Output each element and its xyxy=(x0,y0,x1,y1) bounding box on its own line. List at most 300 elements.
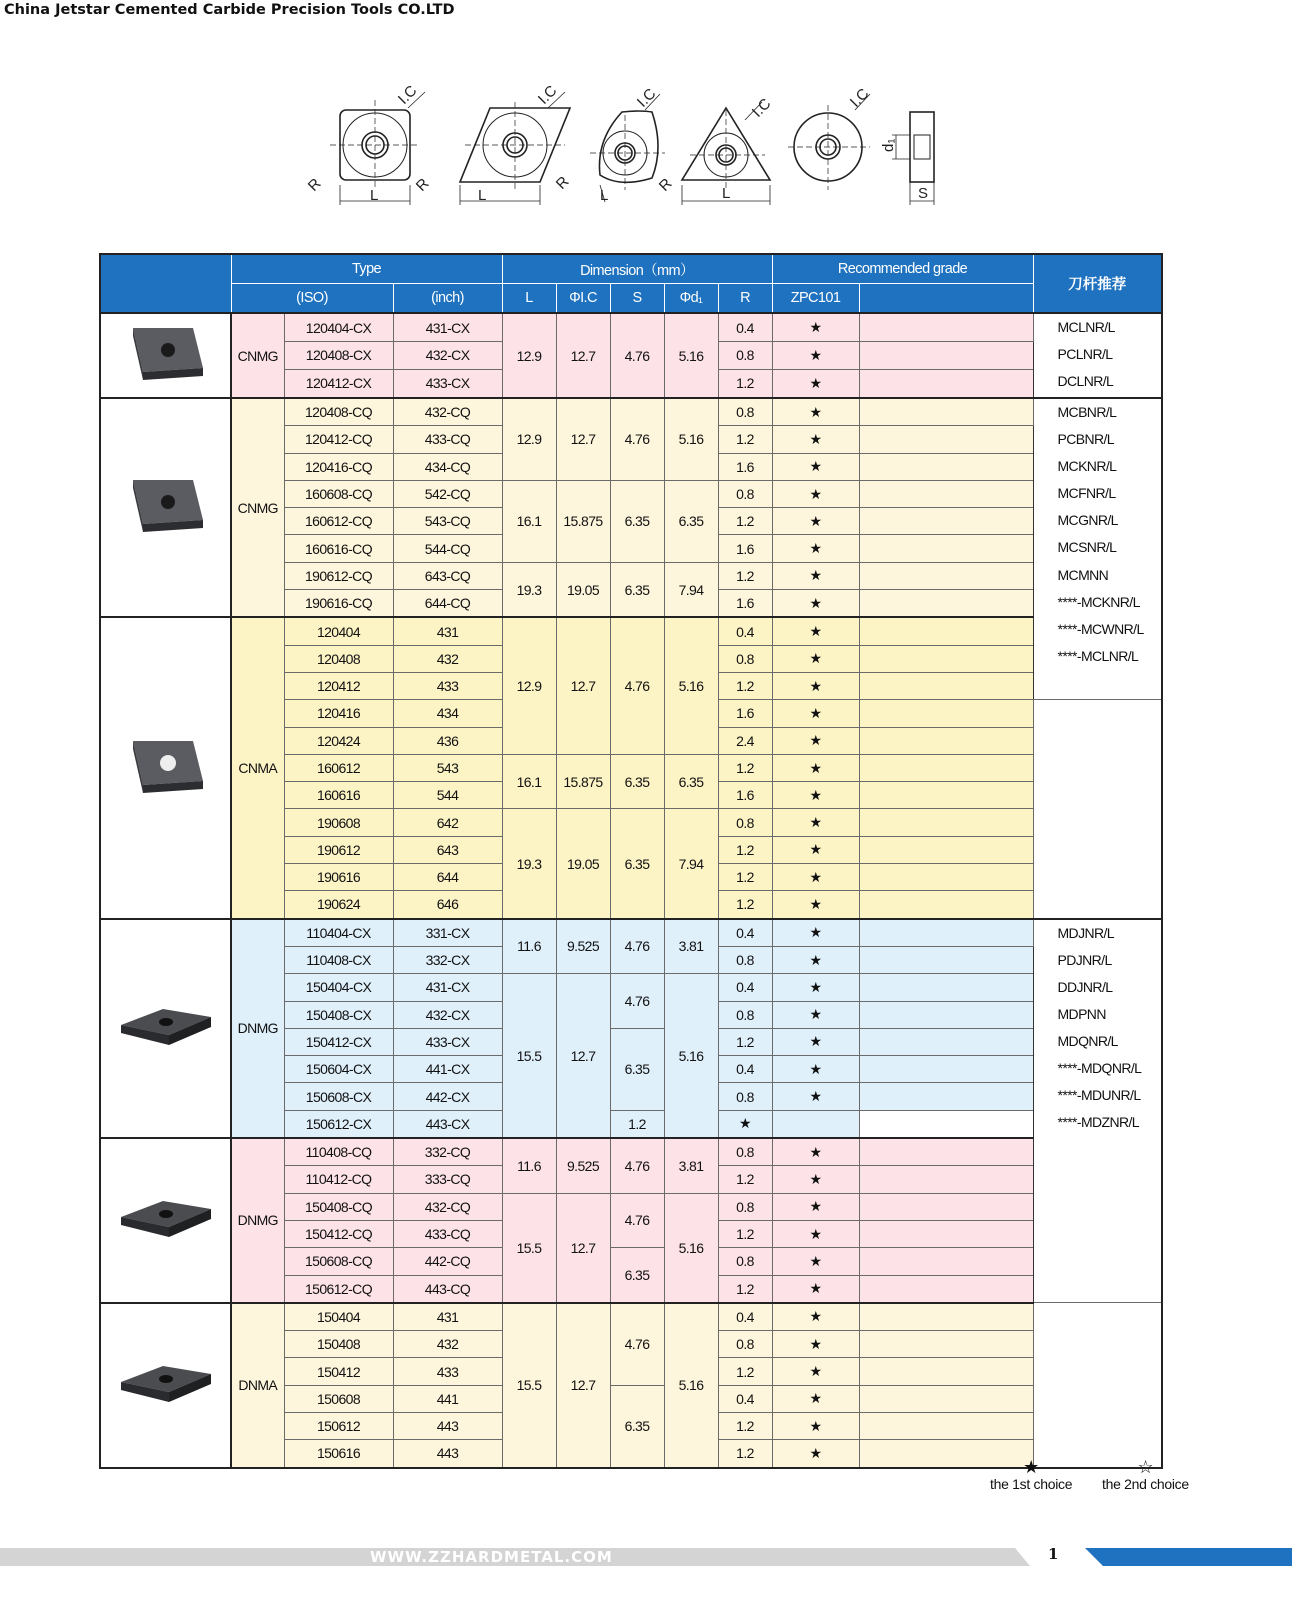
iso-code: 190608 xyxy=(284,809,393,836)
inch-code: 443 xyxy=(393,1440,502,1468)
iso-code: 120412-CQ xyxy=(284,426,393,453)
holder-item: ****-MCKNR/L xyxy=(1057,593,1140,610)
first-choice-star-icon: ★ xyxy=(772,453,859,480)
holder-list-cell xyxy=(1033,313,1162,398)
inch-code: 441-CX xyxy=(393,1056,502,1083)
grade-blank xyxy=(859,974,1033,1001)
dim-ic: 12.7 xyxy=(556,313,610,398)
first-choice-star-icon: ★ xyxy=(772,1412,859,1439)
first-choice-star-icon: ★ xyxy=(772,1275,859,1303)
dim-r: 0.4 xyxy=(718,919,772,947)
first-choice-star-icon: ★ xyxy=(772,782,859,809)
iso-code: 120412-CX xyxy=(284,369,393,398)
inch-code: 434 xyxy=(393,700,502,727)
first-choice-star-icon: ★ xyxy=(772,1056,859,1083)
first-choice-star-icon: ★ xyxy=(772,919,859,947)
first-choice-star-icon: ★ xyxy=(772,617,859,645)
iso-code: 120424 xyxy=(284,727,393,754)
dim-ic: 12.7 xyxy=(556,1303,610,1468)
iso-code: 150404-CX xyxy=(284,974,393,1001)
holder-item: MCMNN xyxy=(1057,566,1109,583)
iso-code: 120408-CX xyxy=(284,342,393,370)
dim-r: 1.2 xyxy=(718,1028,772,1055)
insert-image-cell xyxy=(100,398,231,617)
first-choice-star-icon: ★ xyxy=(772,313,859,342)
inch-code: 442-CX xyxy=(393,1083,502,1110)
iso-code: 110404-CX xyxy=(284,919,393,947)
inch-code: 431-CX xyxy=(393,313,502,342)
inch-code: 333-CQ xyxy=(393,1166,502,1193)
dim-r: 0.4 xyxy=(718,1056,772,1083)
dim-l: 15.5 xyxy=(502,974,556,1138)
grade-blank xyxy=(859,398,1033,426)
holder-item: DDJNR/L xyxy=(1057,978,1113,995)
grade-blank xyxy=(859,672,1033,699)
iso-code: 150616 xyxy=(284,1440,393,1468)
grade-blank xyxy=(859,1138,1033,1166)
iso-code: 120416-CQ xyxy=(284,453,393,480)
iso-code: 150612-CX xyxy=(284,1110,393,1138)
dim-r: 0.8 xyxy=(718,1193,772,1220)
inch-code: 432 xyxy=(393,645,502,672)
dim-r: 0.4 xyxy=(718,974,772,1001)
grade-blank xyxy=(859,342,1033,370)
dim-r: 1.2 xyxy=(718,836,772,863)
grade-blank xyxy=(859,1412,1033,1439)
inch-code: 331-CX xyxy=(393,919,502,947)
inch-code: 432-CQ xyxy=(393,1193,502,1220)
outline-star-icon: ☆ xyxy=(1137,1457,1154,1477)
holder-item: MCGNR/L xyxy=(1057,512,1118,529)
first-choice-star-icon: ★ xyxy=(772,535,859,562)
first-choice-star-icon: ★ xyxy=(772,809,859,836)
grade-blank xyxy=(859,1193,1033,1220)
dim-s: 4.76 xyxy=(610,398,664,480)
inch-code: 441 xyxy=(393,1385,502,1412)
inch-code: 332-CQ xyxy=(393,1138,502,1166)
dim-r: 0.4 xyxy=(718,313,772,342)
dim-r: 1.2 xyxy=(718,1275,772,1303)
iso-code: 150408-CX xyxy=(284,1001,393,1028)
iso-code: 150412-CQ xyxy=(284,1220,393,1247)
grade-blank xyxy=(859,1083,1033,1110)
header-s: S xyxy=(610,284,664,314)
dim-r: 0.8 xyxy=(718,809,772,836)
dim-r: 0.4 xyxy=(718,1385,772,1412)
grade-blank xyxy=(859,453,1033,480)
dim-r: 2.4 xyxy=(718,727,772,754)
first-choice-star-icon: ★ xyxy=(772,974,859,1001)
first-choice-star-icon: ★ xyxy=(772,1248,859,1275)
inch-code: 544-CQ xyxy=(393,535,502,562)
first-choice-star-icon: ★ xyxy=(772,891,859,919)
header-zpc101: ZPC101 xyxy=(772,284,859,314)
inch-code: 544 xyxy=(393,782,502,809)
iso-code: 150608 xyxy=(284,1385,393,1412)
dim-l: 11.6 xyxy=(502,919,556,974)
dim-r: 1.2 xyxy=(718,754,772,781)
iso-code: 150408 xyxy=(284,1331,393,1358)
grade-blank xyxy=(859,535,1033,562)
dim-s: 6.35 xyxy=(610,1028,664,1110)
dim-d1: 5.16 xyxy=(664,1193,718,1303)
inch-code: 432 xyxy=(393,1331,502,1358)
grade-blank xyxy=(859,1220,1033,1247)
iso-code: 150612 xyxy=(284,1412,393,1439)
iso-code: 160612-CQ xyxy=(284,508,393,535)
cnmg-insert-image xyxy=(111,314,221,394)
first-choice-star-icon: ★ xyxy=(772,836,859,863)
ic-label: I.C xyxy=(748,95,775,121)
dim-r: 1.2 xyxy=(718,508,772,535)
dim-ic: 15.875 xyxy=(556,480,610,562)
inch-code: 643 xyxy=(393,836,502,863)
iso-code: 120412 xyxy=(284,672,393,699)
page-number: 1 xyxy=(1048,1545,1059,1563)
dim-s: 4.76 xyxy=(610,974,664,1029)
first-choice-star-icon: ★ xyxy=(772,342,859,370)
dim-ic: 15.875 xyxy=(556,754,610,809)
first-choice-star-icon: ★ xyxy=(772,1001,859,1028)
inch-code: 443-CX xyxy=(393,1110,502,1138)
dim-l: 19.3 xyxy=(502,809,556,919)
insert-type: CNMG xyxy=(231,313,284,398)
header-holder: 刀杆推荐 xyxy=(1033,254,1162,313)
ic-label: I.C xyxy=(846,85,873,111)
first-choice-star-icon: ★ xyxy=(772,1303,859,1331)
dim-s: 4.76 xyxy=(610,617,664,754)
dim-r: 1.2 xyxy=(718,672,772,699)
iso-code: 160608-CQ xyxy=(284,480,393,507)
iso-code: 150604-CX xyxy=(284,1056,393,1083)
first-choice-star-icon: ★ xyxy=(772,1440,859,1468)
r-label: R xyxy=(552,173,573,193)
holder-item: MDJNR/L xyxy=(1057,924,1114,941)
dim-r: 0.8 xyxy=(718,342,772,370)
footer-accent-bar xyxy=(1085,1548,1292,1566)
holder-item: PCLNR/L xyxy=(1057,346,1113,363)
grade-blank xyxy=(859,1056,1033,1083)
inch-code: 432-CX xyxy=(393,1001,502,1028)
dim-d1: 7.94 xyxy=(664,562,718,617)
d1-label: d₁ xyxy=(880,138,897,152)
holder-item: MCFNR/L xyxy=(1057,485,1116,502)
dim-r: 1.2 xyxy=(718,1166,772,1193)
dim-l: 16.1 xyxy=(502,754,556,809)
holder-item: MCLNR/L xyxy=(1057,319,1115,335)
insert-image-cell xyxy=(100,1138,231,1303)
inch-code: 431 xyxy=(393,617,502,645)
dim-r: 1.6 xyxy=(718,700,772,727)
inch-code: 431 xyxy=(393,1303,502,1331)
dim-r: 0.8 xyxy=(718,645,772,672)
table-row xyxy=(100,1303,1162,1331)
inch-code: 543-CQ xyxy=(393,508,502,535)
grade-blank xyxy=(859,480,1033,507)
iso-code: 110408-CQ xyxy=(284,1138,393,1166)
iso-code: 160612 xyxy=(284,754,393,781)
dim-d1: 3.81 xyxy=(664,919,718,974)
dim-r: 1.2 xyxy=(718,1440,772,1468)
iso-code: 150408-CQ xyxy=(284,1193,393,1220)
header-r: R xyxy=(718,284,772,314)
holder-item: DCLNR/L xyxy=(1057,373,1114,390)
iso-code: 150412 xyxy=(284,1358,393,1385)
footer-url: WWW.ZZHARDMETAL.COM xyxy=(370,1548,613,1566)
inch-code: 434-CQ xyxy=(393,453,502,480)
table-row xyxy=(100,398,1162,426)
dim-l: 15.5 xyxy=(502,1193,556,1303)
inch-code: 433 xyxy=(393,1358,502,1385)
iso-code: 190616-CQ xyxy=(284,590,393,618)
insert-image-cell xyxy=(100,313,231,398)
dim-r: 0.8 xyxy=(718,1331,772,1358)
iso-code: 120408 xyxy=(284,645,393,672)
dim-d1: 7.94 xyxy=(664,809,718,919)
r-label: R xyxy=(412,175,433,195)
inch-code: 433-CQ xyxy=(393,426,502,453)
dim-r: 1.2 xyxy=(610,1110,664,1138)
holder-item: MCKNR/L xyxy=(1057,458,1117,475)
dim-l: 15.5 xyxy=(502,1303,556,1468)
dim-r: 0.8 xyxy=(718,1001,772,1028)
grade-blank xyxy=(859,1358,1033,1385)
iso-code: 110408-CX xyxy=(284,946,393,973)
grade-blank xyxy=(859,754,1033,781)
header-grade: Recommended grade xyxy=(772,254,1033,284)
inch-code: 432-CQ xyxy=(393,398,502,426)
dim-ic: 12.7 xyxy=(556,974,610,1138)
first-choice-star-icon: ★ xyxy=(772,727,859,754)
first-choice-star-icon: ★ xyxy=(772,700,859,727)
iso-code: 150608-CQ xyxy=(284,1248,393,1275)
dim-ic: 9.525 xyxy=(556,1138,610,1193)
dim-r: 1.2 xyxy=(718,891,772,919)
first-choice-star-icon: ★ xyxy=(718,1110,772,1138)
dim-d1: 6.35 xyxy=(664,754,718,809)
table-row xyxy=(100,617,1162,645)
company-name: China Jetstar Cemented Carbide Precision Tools CO.LTD xyxy=(4,2,455,18)
iso-code: 150608-CX xyxy=(284,1083,393,1110)
iso-code: 120408-CQ xyxy=(284,398,393,426)
grade-blank xyxy=(859,864,1033,891)
table-row xyxy=(100,919,1162,947)
first-choice-star-icon: ★ xyxy=(772,1083,859,1110)
grade-blank xyxy=(859,1248,1033,1275)
grade-blank xyxy=(859,426,1033,453)
dim-d1: 5.16 xyxy=(664,398,718,480)
dim-d1: 3.81 xyxy=(664,1138,718,1193)
grade-blank xyxy=(859,1166,1033,1193)
insert-type: CNMG xyxy=(231,398,284,617)
insert-type: DNMG xyxy=(231,919,284,1138)
inch-code: 442-CQ xyxy=(393,1248,502,1275)
iso-code: 160616 xyxy=(284,782,393,809)
dim-r: 0.8 xyxy=(718,480,772,507)
dim-ic: 12.7 xyxy=(556,398,610,480)
first-choice-star-icon: ★ xyxy=(772,1385,859,1412)
insert-image-cell xyxy=(100,617,231,918)
first-choice-star-icon: ★ xyxy=(772,562,859,589)
first-choice-star-icon: ★ xyxy=(772,864,859,891)
dim-r: 0.8 xyxy=(718,398,772,426)
dim-s: 6.35 xyxy=(610,1385,664,1467)
grade-blank xyxy=(859,891,1033,919)
grade-blank xyxy=(859,590,1033,618)
first-choice-star-icon: ★ xyxy=(772,398,859,426)
header-type: Type xyxy=(231,254,502,284)
inch-code: 542-CQ xyxy=(393,480,502,507)
r-label: R xyxy=(304,175,325,195)
holder-item: MDQNR/L xyxy=(1057,1033,1118,1050)
iso-code: 190616 xyxy=(284,864,393,891)
first-choice-star-icon: ★ xyxy=(772,1138,859,1166)
dim-r: 0.8 xyxy=(718,1083,772,1110)
dim-l: 12.9 xyxy=(502,617,556,754)
dim-r: 1.2 xyxy=(718,562,772,589)
ic-label: I.C xyxy=(394,82,421,108)
first-choice-star-icon: ★ xyxy=(772,1331,859,1358)
holder-item: PDJNR/L xyxy=(1057,951,1112,968)
dim-r: 1.2 xyxy=(718,426,772,453)
dim-l: 11.6 xyxy=(502,1138,556,1193)
dim-r: 1.6 xyxy=(718,782,772,809)
first-choice-star-icon: ★ xyxy=(772,645,859,672)
grade-blank xyxy=(859,809,1033,836)
header-inch: (inch) xyxy=(393,284,502,314)
l-label: L xyxy=(722,185,731,202)
first-choice-star-icon: ★ xyxy=(772,590,859,618)
grade-blank xyxy=(859,369,1033,398)
dim-s: 6.35 xyxy=(610,754,664,809)
holder-item: ****-MDQNR/L xyxy=(1057,1060,1142,1077)
holder-item: ****-MDUNR/L xyxy=(1057,1087,1141,1104)
header-dimension: Dimension（mm） xyxy=(502,254,772,284)
dim-r: 0.8 xyxy=(718,1248,772,1275)
first-choice-star-icon: ★ xyxy=(772,480,859,507)
first-choice-star-icon: ★ xyxy=(772,426,859,453)
inch-code: 543 xyxy=(393,754,502,781)
grade-blank xyxy=(859,645,1033,672)
dim-d1: 5.16 xyxy=(664,974,718,1138)
insert-spec-table xyxy=(99,253,1163,1469)
iso-code: 190612-CQ xyxy=(284,562,393,589)
grade-blank xyxy=(859,617,1033,645)
first-choice-star-icon: ★ xyxy=(772,1193,859,1220)
dim-r: 0.8 xyxy=(718,946,772,973)
inch-code: 644-CQ xyxy=(393,590,502,618)
inch-code: 443-CQ xyxy=(393,1275,502,1303)
inch-code: 443 xyxy=(393,1412,502,1439)
cnma-insert-image xyxy=(111,727,221,807)
grade-blank xyxy=(859,919,1033,947)
dim-l: 12.9 xyxy=(502,313,556,398)
holder-list-cell xyxy=(1033,919,1162,1303)
first-choice-star-icon: ★ xyxy=(772,946,859,973)
holder-item: PCBNR/L xyxy=(1057,431,1114,448)
inch-code: 642 xyxy=(393,809,502,836)
table-row xyxy=(100,1138,1162,1166)
cnmg-insert-image xyxy=(111,466,221,546)
grade-blank xyxy=(859,508,1033,535)
iso-code: 120404 xyxy=(284,617,393,645)
dim-ic: 9.525 xyxy=(556,919,610,974)
dim-s: 6.35 xyxy=(610,1248,664,1303)
dnmg-insert-image xyxy=(111,987,221,1067)
iso-code: 160616-CQ xyxy=(284,535,393,562)
insert-type: DNMA xyxy=(231,1303,284,1468)
dim-r: 0.8 xyxy=(718,1138,772,1166)
first-choice-star-icon: ★ xyxy=(772,672,859,699)
first-choice-star-icon: ★ xyxy=(772,508,859,535)
inch-code: 431-CX xyxy=(393,974,502,1001)
legend-first-choice: ★ the 1st choice xyxy=(990,1457,1073,1492)
insert-type: DNMG xyxy=(231,1138,284,1303)
dim-l: 12.9 xyxy=(502,398,556,480)
l-label: L xyxy=(478,187,487,204)
inch-code: 646 xyxy=(393,891,502,919)
header-iso: (ISO) xyxy=(231,284,393,314)
dim-s: 4.76 xyxy=(610,1138,664,1193)
dim-d1: 5.16 xyxy=(664,313,718,398)
r-label: R xyxy=(655,175,676,195)
grade-blank xyxy=(859,700,1033,727)
iso-code: 120404-CX xyxy=(284,313,393,342)
holder-item: MCBNR/L xyxy=(1057,404,1117,420)
dim-r: 1.2 xyxy=(718,1358,772,1385)
inch-code: 433 xyxy=(393,672,502,699)
dim-s: 4.76 xyxy=(610,313,664,398)
dim-d1: 5.16 xyxy=(664,1303,718,1468)
l-label: L xyxy=(370,187,379,204)
dim-s: 4.76 xyxy=(610,919,664,974)
dim-s: 6.35 xyxy=(610,562,664,617)
iso-code: 150612-CQ xyxy=(284,1275,393,1303)
grade-blank xyxy=(859,562,1033,589)
holder-list-cell xyxy=(1033,398,1162,700)
first-choice-star-icon: ★ xyxy=(772,1220,859,1247)
inch-code: 433-CX xyxy=(393,369,502,398)
header-blank xyxy=(100,254,231,313)
dim-d1: 5.16 xyxy=(664,617,718,754)
dim-r: 1.6 xyxy=(718,590,772,618)
l-label: L xyxy=(600,187,609,204)
holder-item: ****-MCLNR/L xyxy=(1057,647,1139,664)
dim-r: 1.2 xyxy=(718,864,772,891)
first-choice-star-icon: ★ xyxy=(772,1028,859,1055)
header-d1: Φd₁ xyxy=(664,284,718,314)
dnmg-insert-image xyxy=(111,1179,221,1259)
dim-s: 4.76 xyxy=(610,1193,664,1248)
dim-l: 16.1 xyxy=(502,480,556,562)
grade-blank xyxy=(859,782,1033,809)
grade-blank xyxy=(859,1001,1033,1028)
grade-blank xyxy=(859,1303,1033,1331)
iso-code: 120416 xyxy=(284,700,393,727)
dim-r: 1.6 xyxy=(718,453,772,480)
inch-code: 644 xyxy=(393,864,502,891)
dnma-insert-image xyxy=(111,1344,221,1424)
dim-r: 1.6 xyxy=(718,535,772,562)
dim-ic: 12.7 xyxy=(556,1193,610,1303)
inch-code: 432-CX xyxy=(393,342,502,370)
dim-r: 1.2 xyxy=(718,1412,772,1439)
grade-blank xyxy=(772,1110,859,1138)
dim-s: 6.35 xyxy=(610,809,664,919)
dim-r: 1.2 xyxy=(718,1220,772,1247)
grade-blank xyxy=(859,836,1033,863)
dim-ic: 19.05 xyxy=(556,562,610,617)
